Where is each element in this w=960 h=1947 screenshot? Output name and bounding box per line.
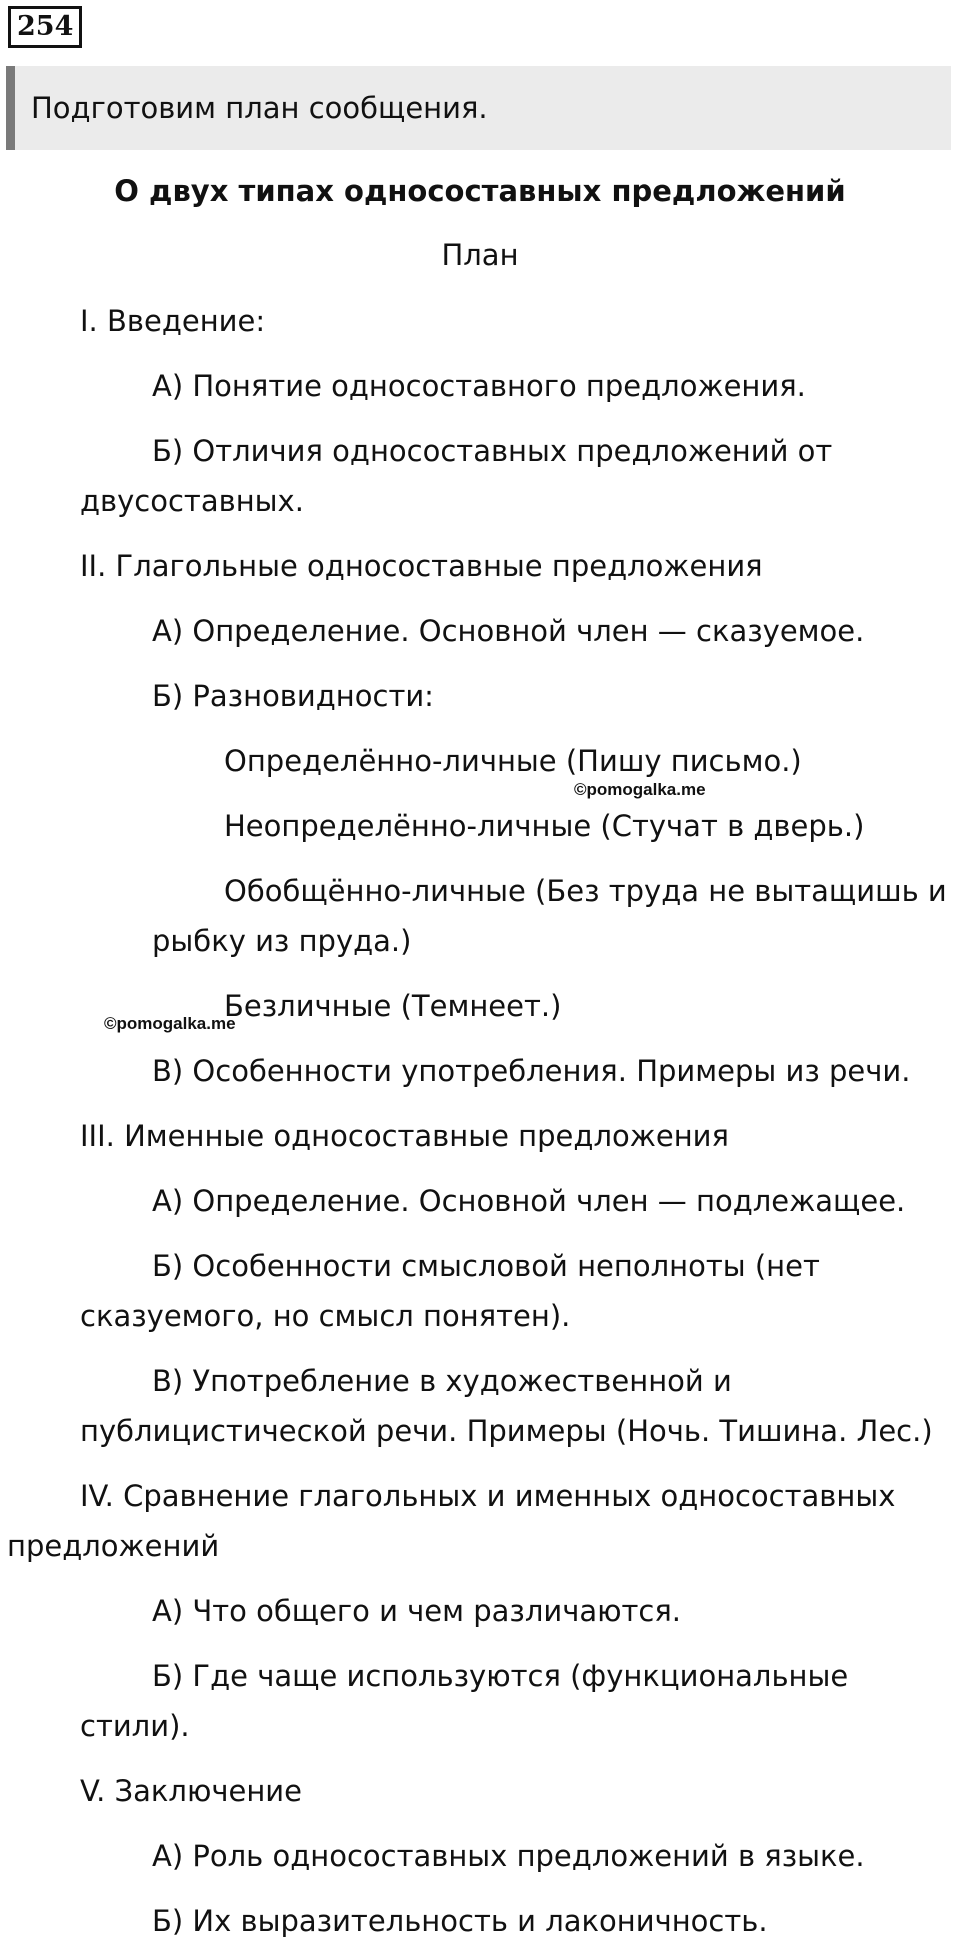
plan-line: Б) Отличия односоставных предложений от xyxy=(152,434,833,468)
plan-line: А) Роль односоставных предложений в языке. xyxy=(152,1839,865,1873)
plan-line: публицистической речи. Примеры (Ночь. Тишина. Лес.) xyxy=(80,1414,933,1448)
plan-line: В) Употребление в художественной и xyxy=(152,1364,732,1398)
task-number: 254 xyxy=(8,6,82,48)
plan-line: двусоставных. xyxy=(80,484,304,518)
plan-line: IV. Сравнение глагольных и именных односоставных xyxy=(80,1479,896,1513)
plan-line: А) Понятие односоставного предложения. xyxy=(152,369,806,403)
plan-line: I. Введение: xyxy=(80,304,266,338)
plan-line: рыбку из пруда.) xyxy=(152,924,412,958)
task-prompt: Подготовим план сообщения. xyxy=(31,91,488,125)
plan-title: О двух типах односоставных предложений xyxy=(114,174,846,208)
plan-line: А) Определение. Основной член — подлежащее. xyxy=(152,1184,906,1218)
plan-line: III. Именные односоставные предложения xyxy=(80,1119,729,1153)
plan-line: предложений xyxy=(7,1529,220,1563)
watermark: ©pomogalka.me xyxy=(574,780,706,799)
plan-line: Безличные (Темнеет.) xyxy=(224,989,562,1023)
plan-line: В) Особенности употребления. Примеры из речи. xyxy=(152,1054,911,1088)
task-prompt-bar xyxy=(6,66,951,150)
plan-line: V. Заключение xyxy=(80,1774,302,1808)
plan-line: II. Глагольные односоставные предложения xyxy=(80,549,763,583)
plan-subtitle: План xyxy=(441,238,519,272)
plan-line: Б) Их выразительность и лаконичность. xyxy=(152,1904,768,1938)
plan-line: сказуемого, но смысл понятен). xyxy=(80,1299,571,1333)
plan-line: стили). xyxy=(80,1709,190,1743)
watermark: ©pomogalka.me xyxy=(104,1014,236,1033)
plan-line: Б) Разновидности: xyxy=(152,679,434,713)
plan-line: А) Определение. Основной член — сказуемое. xyxy=(152,614,865,648)
plan-line: Б) Где чаще используются (функциональные xyxy=(152,1659,849,1693)
plan-line: Б) Особенности смысловой неполноты (нет xyxy=(152,1249,820,1283)
plan-line: Обобщённо-личные (Без труда не вытащишь и xyxy=(224,874,947,908)
plan-line: Неопределённо-личные (Стучат в дверь.) xyxy=(224,809,865,843)
plan-line: Определённо-личные (Пишу письмо.) xyxy=(224,744,802,778)
plan-line: А) Что общего и чем различаются. xyxy=(152,1594,682,1628)
